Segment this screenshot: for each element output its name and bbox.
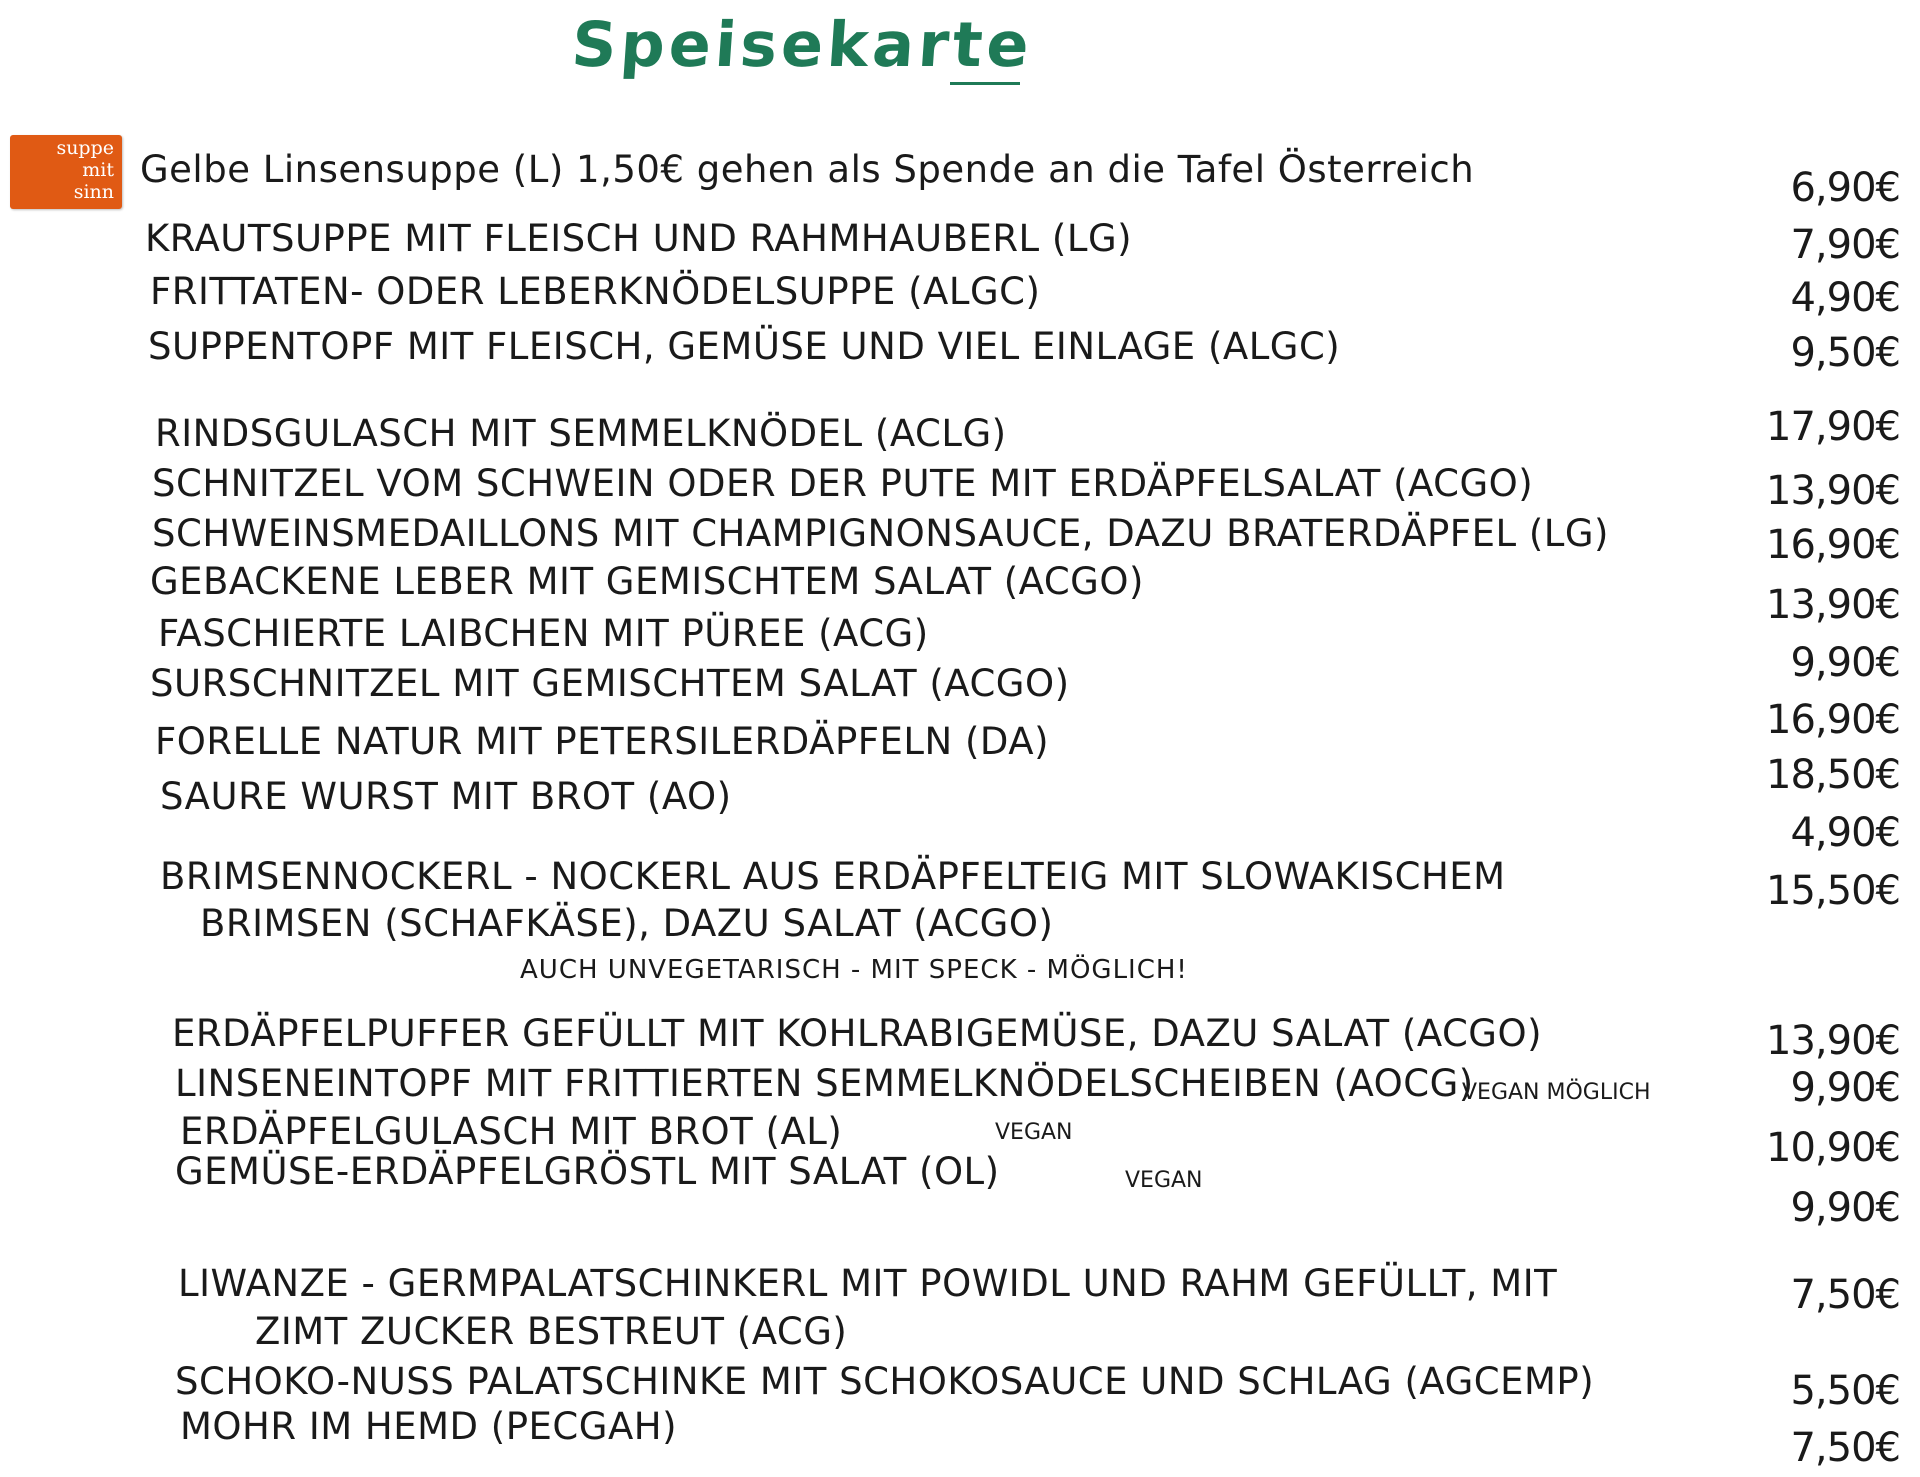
dessert-3-name: MOHR IM HEMD (PECGAH) bbox=[180, 1405, 678, 1448]
veg-2-name: ERDÄPFELPUFFER GEFÜLLT MIT KOHLRABIGEMÜSE, DAZU SALAT (ACGO) bbox=[172, 1012, 1543, 1055]
main-6-price: 16,90€ bbox=[1766, 697, 1900, 743]
veg-3-extra: VEGAN MÖGLICH bbox=[1462, 1080, 1651, 1105]
main-3-price: 16,90€ bbox=[1766, 522, 1900, 568]
main-1-price: 17,90€ bbox=[1766, 404, 1900, 450]
dessert-2-name: SCHOKO-NUSS PALATSCHINKE MIT SCHOKOSAUCE UND SCHLAG (AGCEMP) bbox=[175, 1360, 1595, 1403]
menu-title: Speisekarte bbox=[569, 8, 1036, 81]
veg-5-price: 9,90€ bbox=[1790, 1185, 1900, 1231]
logo-line-1: suppe bbox=[56, 137, 114, 159]
dessert-1-sub: ZIMT ZUCKER BESTREUT (ACG) bbox=[255, 1310, 848, 1353]
veg-5-extra: VEGAN bbox=[1125, 1168, 1203, 1193]
main-4-price: 13,90€ bbox=[1766, 582, 1900, 628]
main-5-name: FASCHIERTE LAIBCHEN MIT PÜREE (ACG) bbox=[158, 612, 929, 655]
veg-3-price: 9,90€ bbox=[1790, 1065, 1900, 1111]
title-underline bbox=[950, 82, 1020, 85]
veg-4-extra: VEGAN bbox=[995, 1120, 1073, 1145]
veg-2-price: 13,90€ bbox=[1766, 1018, 1900, 1064]
dessert-1-price: 7,50€ bbox=[1790, 1272, 1900, 1318]
logo-line-3: sinn bbox=[73, 181, 114, 203]
veg-1-name: BRIMSENNOCKERL - NOCKERL AUS ERDÄPFELTEIG MIT SLOWAKISCHEM bbox=[160, 855, 1506, 898]
soup-3-price: 4,90€ bbox=[1790, 275, 1900, 321]
main-8-name: SAURE WURST MIT BROT (AO) bbox=[160, 775, 732, 818]
dessert-1-name: LIWANZE - GERMPALATSCHINKERL MIT POWIDL UND RAHM GEFÜLLT, MIT bbox=[178, 1262, 1558, 1305]
main-4-name: GEBACKENE LEBER MIT GEMISCHTEM SALAT (ACGO) bbox=[150, 560, 1144, 603]
main-6-name: SURSCHNITZEL MIT GEMISCHTEM SALAT (ACGO) bbox=[150, 662, 1070, 705]
main-2-price: 13,90€ bbox=[1766, 468, 1900, 514]
veg-4-price: 10,90€ bbox=[1766, 1125, 1900, 1171]
main-5-price: 9,90€ bbox=[1790, 640, 1900, 686]
soup-4-name: SUPPENTOPF MIT FLEISCH, GEMÜSE UND VIEL EINLAGE (ALGC) bbox=[148, 325, 1341, 368]
main-7-name: FORELLE NATUR MIT PETERSILERDÄPFELN (DA) bbox=[155, 720, 1049, 763]
main-8-price: 4,90€ bbox=[1790, 810, 1900, 856]
main-3-name: SCHWEINSMEDAILLONS MIT CHAMPIGNONSAUCE, DAZU BRATERDÄPFEL (LG) bbox=[152, 512, 1609, 555]
veg-1-sub: BRIMSEN (SCHAFKÄSE), DAZU SALAT (ACGO) bbox=[200, 902, 1054, 945]
dessert-2-price: 5,50€ bbox=[1790, 1368, 1900, 1414]
suppe-mit-sinn-logo bbox=[10, 135, 122, 209]
soup-2-price: 7,90€ bbox=[1790, 222, 1900, 268]
veg-1-note: AUCH UNVEGETARISCH - MIT SPECK - MÖGLICH! bbox=[520, 955, 1188, 985]
soup-1-price: 6,90€ bbox=[1790, 165, 1900, 211]
main-7-price: 18,50€ bbox=[1766, 752, 1900, 798]
logo-line-2: mit bbox=[82, 159, 114, 181]
veg-1-price: 15,50€ bbox=[1766, 868, 1900, 914]
dessert-3-price: 7,50€ bbox=[1790, 1425, 1900, 1471]
soup-2-name: KRAUTSUPPE MIT FLEISCH UND RAHMHAUBERL (LG) bbox=[145, 217, 1133, 260]
veg-5-name: GEMÜSE-ERDÄPFELGRÖSTL MIT SALAT (OL) bbox=[175, 1150, 1000, 1193]
soup-1-name: Gelbe Linsensuppe (L) 1,50€ gehen als Spende an die Tafel Österreich bbox=[140, 148, 1475, 191]
main-1-name: RINDSGULASCH MIT SEMMELKNÖDEL (ACLG) bbox=[155, 412, 1007, 455]
soup-4-price: 9,50€ bbox=[1790, 330, 1900, 376]
soup-3-name: FRITTATEN- ODER LEBERKNÖDELSUPPE (ALGC) bbox=[150, 270, 1041, 313]
veg-3-name: LINSENEINTOPF MIT FRITTIERTEN SEMMELKNÖDELSCHEIBEN (AOCG) bbox=[175, 1062, 1474, 1105]
main-2-name: SCHNITZEL VOM SCHWEIN ODER DER PUTE MIT ERDÄPFELSALAT (ACGO) bbox=[152, 462, 1534, 505]
veg-4-name: ERDÄPFELGULASCH MIT BROT (AL) bbox=[180, 1110, 843, 1153]
